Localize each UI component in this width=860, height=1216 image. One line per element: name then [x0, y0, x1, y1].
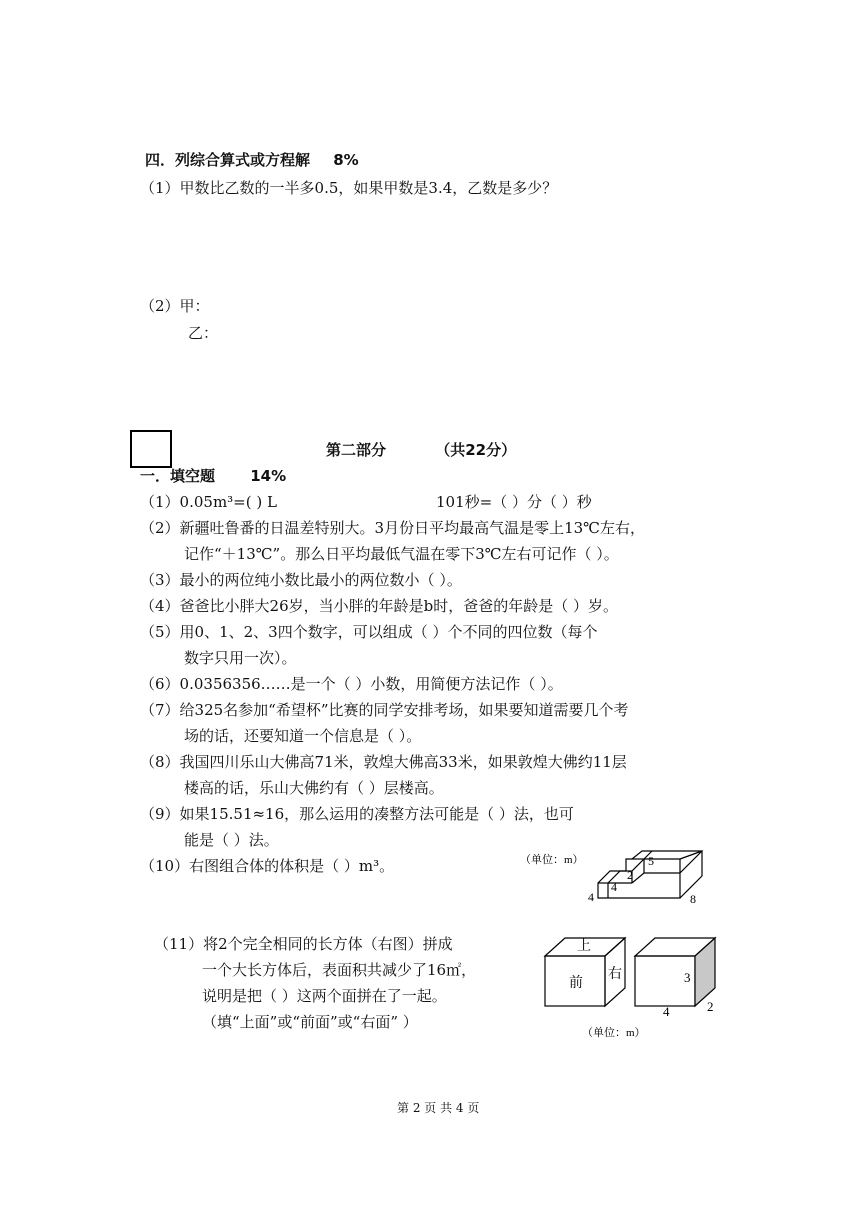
fill-q4: （4）爸爸比小胖大26岁，当小胖的年龄是b时，爸爸的年龄是（ ）岁。	[140, 597, 619, 615]
section4-q2-label: （2）甲：	[140, 297, 210, 315]
fig1-label-4a: 4	[611, 880, 617, 894]
section4-heading	[145, 150, 359, 170]
fig2-unit: （单位：m）	[582, 1027, 646, 1039]
page-footer: 第 2 页 共 4 页	[397, 1101, 480, 1115]
fill-q11c: 说明是把（ ）这两个面拼在了一起。	[202, 987, 447, 1005]
fill-q3: （3）最小的两位纯小数比最小的两位数小（ ）。	[140, 571, 462, 589]
fill-q11d: （填“上面”或“前面”或“右面” ）	[202, 1013, 418, 1031]
section4-heading-text: 四．列综合算式或方程解	[145, 151, 311, 169]
cuboids-figure	[540, 934, 740, 1039]
fig1-unit: （单位：m）	[520, 854, 584, 866]
fig1-label-5: 5	[648, 854, 654, 868]
fig2-right-label: 右	[608, 967, 622, 982]
fill-q8a: （8）我国四川乐山大佛高71米，敦煌大佛高33米，如果敦煌大佛约11层	[140, 753, 627, 771]
fill-score: 14%	[250, 467, 287, 485]
section4-q2-sub: 乙：	[188, 324, 219, 342]
fill-q10: （10）右图组合体的体积是（ ）m³。	[140, 857, 395, 875]
fill-q11a: （11）将2个完全相同的长方体（右图）拼成	[154, 935, 453, 953]
fill-q7a: （7）给325名参加“希望杯”比赛的同学安排考场，如果要知道需要几个考	[140, 701, 629, 719]
fig2-dim-4: 4	[663, 1004, 670, 1019]
fill-q9a: （9）如果15.51≈16，那么运用的凑整方法可能是（ ）法，也可	[140, 805, 574, 823]
fill-q5b: 数字只用一次）。	[184, 649, 297, 667]
fill-heading	[140, 466, 286, 486]
fill-q5a: （5）用0、1、2、3四个数字，可以组成（ ）个不同的四位数（每个	[140, 623, 598, 641]
fill-q6: （6）0.0356356……是一个（ ）小数，用简便方法记作（ ）。	[140, 675, 563, 693]
section4-score: 8%	[333, 151, 359, 169]
fig1-label-8: 8	[690, 892, 696, 906]
fill-heading-text: 一．填空题	[140, 467, 216, 485]
fill-q7b: 场的话，还要知道一个信息是（ ）。	[184, 727, 422, 745]
fig2-front-label: 前	[569, 976, 583, 991]
fill-q1a: （1）0.05m³=( ) L	[140, 493, 277, 511]
part2-title-text: 第二部分	[326, 441, 387, 459]
fig1-label-4b: 4	[588, 890, 594, 904]
fill-q2a: （2）新疆吐鲁番的日温差特别大。3月份日平均最高气温是零上13℃左右，	[140, 519, 645, 537]
fig1-label-2: 2	[627, 868, 633, 882]
fig2-dim-3: 3	[684, 970, 691, 985]
part2-title	[326, 440, 516, 460]
fill-q1b: 101秒=（ ）分（ ）秒	[436, 493, 592, 511]
section4-q1: （1）甲数比乙数的一半多0.5，如果甲数是3.4，乙数是多少？	[140, 179, 558, 197]
composite-solid-figure	[520, 843, 720, 913]
fig2-top-label: 上	[577, 939, 591, 954]
fill-q8b: 楼高的话，乐山大佛约有（ ）层楼高。	[184, 779, 444, 797]
score-box	[130, 430, 172, 468]
fill-q11b: 一个大长方体后，表面积共减少了16㎡，	[202, 961, 477, 979]
part2-total: （共22分）	[435, 441, 517, 459]
fill-q2b: 记作“＋13℃”。那么日平均最低气温在零下3℃左右可记作（ ）。	[184, 545, 619, 563]
fill-q9b: 能是（ ）法。	[184, 831, 279, 849]
fig2-dim-2: 2	[707, 999, 714, 1014]
